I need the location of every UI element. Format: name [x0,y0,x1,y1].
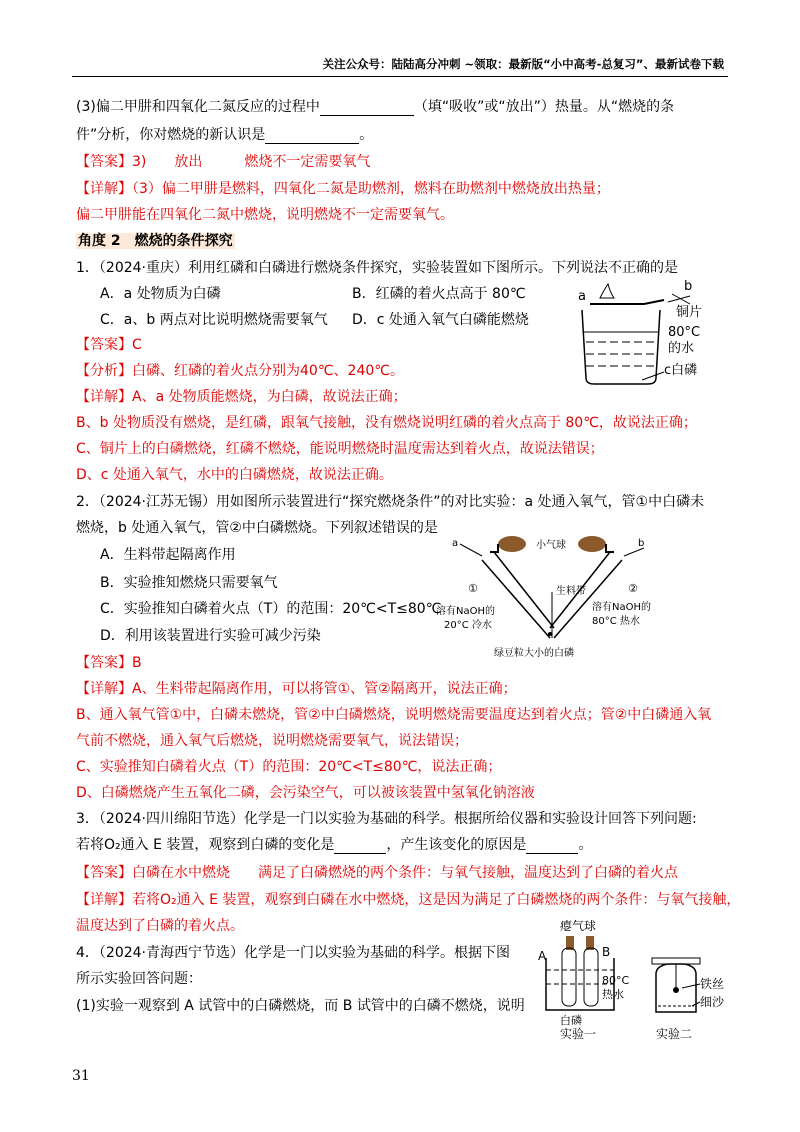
fig-label-water2: 热水 [602,988,624,1001]
q2-detail-b2: 气前不燃烧，通入氧气后燃烧，说明燃烧需要氧气，说法错误； [76,733,468,749]
q2-option-c: C．实验推知白磷着火点（T）的范围：20℃<T≤80℃ [100,601,442,617]
q3-text-d: 。 [578,837,593,853]
q1-detail-d: D、c 处通入氧气，水中的白磷燃烧，故说法正确。 [76,467,393,483]
tube-top-left [490,544,498,552]
q2-option-a: A．生料带起隔离作用 [100,547,236,563]
inlet-b [624,548,644,556]
answer-label: 【答案】 [76,337,132,353]
fig-label-water1: 80°C [668,325,701,340]
fig-label-a: a [452,538,459,549]
fig-label-tape: 生料带 [556,586,586,597]
detail-line [76,178,610,198]
spark [673,987,679,993]
q3-prev-line2 [76,124,373,144]
q1-apparatus-figure [572,280,732,392]
answer-text: B [132,655,142,671]
q4-stem-1: 4．（2024·青海西宁节选）化学是一门以实验为基础的科学。根据下图 [76,945,510,961]
fig-label-left2: 20°C 冷水 [444,620,492,631]
answer-blank [334,838,386,854]
answer-label: 【答案】 [76,865,132,881]
q1-analysis [76,360,404,380]
q3-text-c: ，产生该变化的原因是 [386,837,527,853]
detail-text-a: 若将 [132,892,160,908]
q2-stem-1: 2．（2024·江苏无锡）用如图所示装置进行“探究燃烧条件”的对比实验：a 处通入氧气，管①中白磷未 [76,494,705,510]
detail-label: 【详解】 [76,181,132,197]
detail-text: A、生料带起隔离作用，可以将管①、管②隔离开，说法正确； [132,681,517,697]
answer-label: 【答案】 [76,154,132,170]
q1-option-a: A．a 处物质为白磷 [100,286,221,302]
answer-text: 白磷在水中燃烧 满足了白磷燃烧的两个条件：与氧气接触，温度达到了白磷的着火点 [132,865,678,881]
answer-text: 3) 放出 燃烧不一定需要氧气 [132,154,371,170]
answer-blank [526,838,578,854]
q2-option-d: D．利用该装置进行实验可减少污染 [100,628,321,644]
fig-label-wire2: 细沙 [700,995,725,1009]
o2-formula: O₂ [104,837,121,853]
flame-icon [600,284,614,298]
answer-blank [265,128,359,144]
copper-plate-end [644,300,664,304]
pointer-line [642,372,664,380]
beaker [582,310,660,384]
page-number: 31 [72,1068,90,1084]
header-divider [72,76,728,77]
q3-stem: 3．（2024·四川绵阳节选）化学是一门以实验为基础的科学。根据所给仪器和实验设计回答下列问题: [76,811,697,827]
detail-text: A、a 处物质能燃烧，为白磷，故说法正确； [132,389,407,405]
q2-detail-d: D、白磷燃烧产生五氧化二磷，会污染空气，可以被该装置中氢氧化钠溶液 [76,785,535,801]
tube-left [482,552,554,638]
q3-text-a: (3)偏二甲肼和四氧化二氮反应的过程中 [76,99,320,115]
q3-text-d: 。 [359,127,374,143]
q1-detail-b: B、b 处物质没有燃烧，是红磷，跟氧气接触，没有燃烧说明红磷的着火点高于 80℃，故说法正确； [76,415,697,431]
bottle-lid [652,958,700,964]
fig-label-tube2: ② [628,582,638,595]
page-header: 关注公众号：陆陆高分冲刺 ~领取：最新版“小中高考-总复习”、最新试卷下载 [322,57,724,71]
fig-label-tube1: ① [468,582,478,595]
q2-option-b: B．实验推知燃烧只需要氧气 [100,575,278,591]
answer-blank [320,100,414,116]
fig-label-left1: 溶有NaOH的 [436,606,495,617]
answer-label: 【答案】 [76,655,132,671]
fig-label-wire1: 铁丝 [700,977,725,991]
q2-detail-c: C、实验推知白磷着火点（T）的范围：20℃<T≤80℃，说法正确； [76,759,502,775]
detail-label: 【详解】 [76,892,132,908]
q3-detail-1 [76,889,740,909]
fig-label-balloon: 瘪气球 [560,919,597,933]
section-title-text: 角度 2 燃烧的条件探究 [78,233,233,249]
fig-label-copper: 铜片 [676,305,703,320]
q4-apparatus-figure [532,918,728,1040]
pointer-line [682,984,700,988]
test-tube-a [562,948,576,1006]
fig-label-b: b [638,538,645,549]
fig-label-right2: 80°C 热水 [592,616,640,627]
q3-detail-2: 温度达到了白磷的着火点。 [76,918,244,934]
balloon-right [578,536,606,552]
o2-formula: O₂ [160,892,177,908]
fig-label-a: a [578,289,586,304]
pointer-line [668,296,690,302]
fig-label-bottom: 绿豆粒大小的白磷 [494,648,574,659]
q3-text-c: 件”分析，你对燃烧的新认识是 [76,127,266,143]
answer-text: C [132,337,142,353]
detail-text: （3）偏二甲肼是燃料，四氧化二氮是助燃剂，燃料在助燃剂中燃烧放出热量； [132,181,610,197]
answer-line [76,151,370,171]
q1-stem: 1．（2024·重庆）利用红磷和白磷进行燃烧条件探究，实验装置如下图所示。下列说法不正确的是 [76,260,678,276]
fig-label-phosphorus: 白磷 [560,1014,582,1027]
q1-detail-c: C、铜片上的白磷燃烧，红磷不燃烧，能说明燃烧时温度需达到着火点，故说法错误； [76,441,604,457]
q2-detail-a [76,678,517,698]
q1-option-b: B．红磷的着火点高于 80℃ [352,286,526,302]
phosphorus-dot [548,632,552,636]
q3-answer [76,862,678,882]
fig-label-b: b [684,280,693,294]
detail-label: 【详解】 [76,681,132,697]
fig-label-water1: 80°C [602,974,630,987]
inlet-a [460,544,482,556]
fig-label-exp1: 实验一 [560,1027,597,1040]
balloon-left [498,536,526,552]
q1-option-d: D．c 处通入氧气白磷能燃烧 [352,312,529,328]
q2-answer [76,652,142,672]
q2-apparatus-figure [432,532,672,662]
fig-label-exp2: 实验二 [656,1027,693,1040]
q1-option-c: C．a、b 两点对比说明燃烧需要氧气 [100,312,328,328]
q3-text-b: 通入 E 装置，观察到白磷的变化是 [120,837,335,853]
detail-line: 偏二甲肼能在四氧化二氮中燃烧，说明燃烧不一定需要氧气。 [76,207,454,223]
analysis-label: 【分析】 [76,363,132,379]
fig-label-A: A [538,949,547,963]
detail-label: 【详解】 [76,389,132,405]
test-tube-b [584,948,598,1006]
q1-answer [76,334,142,354]
analysis-text: 白磷、红磷的着火点分别为40℃、240℃。 [132,363,404,379]
q3-text-b: （填“吸收”或“放出”）热量。从“燃烧的条 [413,99,675,115]
fig-label-water2: 的水 [668,341,695,356]
pointer-line [672,294,690,304]
fig-label-B: B [602,945,611,959]
q3-text-a: 若将 [76,837,104,853]
fig-label-right1: 溶有NaOH的 [592,602,651,613]
q4-stem-2: 所示实验回答问题： [76,971,202,987]
section-title [76,230,235,250]
q2-detail-b1: B、通入氧气管①中，白磷未燃烧，管②中白磷燃烧，说明燃烧需要温度达到着火点；管②中白磷通入氧 [76,707,712,723]
detail-text-b: 通入 E 装置，观察到白磷在水中燃烧，这是因为满足了白磷燃烧的两个条件：与氧气接触， [176,892,741,908]
tube-top-right [606,544,614,552]
q1-detail-a [76,386,407,406]
q2-stem-2: 燃烧，b 处通入氧气，管②中白磷燃烧。下列叙述错误的是 [76,520,438,536]
fig-label-c: c白磷 [664,363,698,378]
fig-label-balloon: 小气球 [536,540,566,551]
q3-question [76,834,592,854]
q3-prev-line1 [76,96,674,116]
q4-stem-3: (1)实验一观察到 A 试管中的白磷燃烧，而 B 试管中的白磷不燃烧，说明 [76,998,525,1014]
